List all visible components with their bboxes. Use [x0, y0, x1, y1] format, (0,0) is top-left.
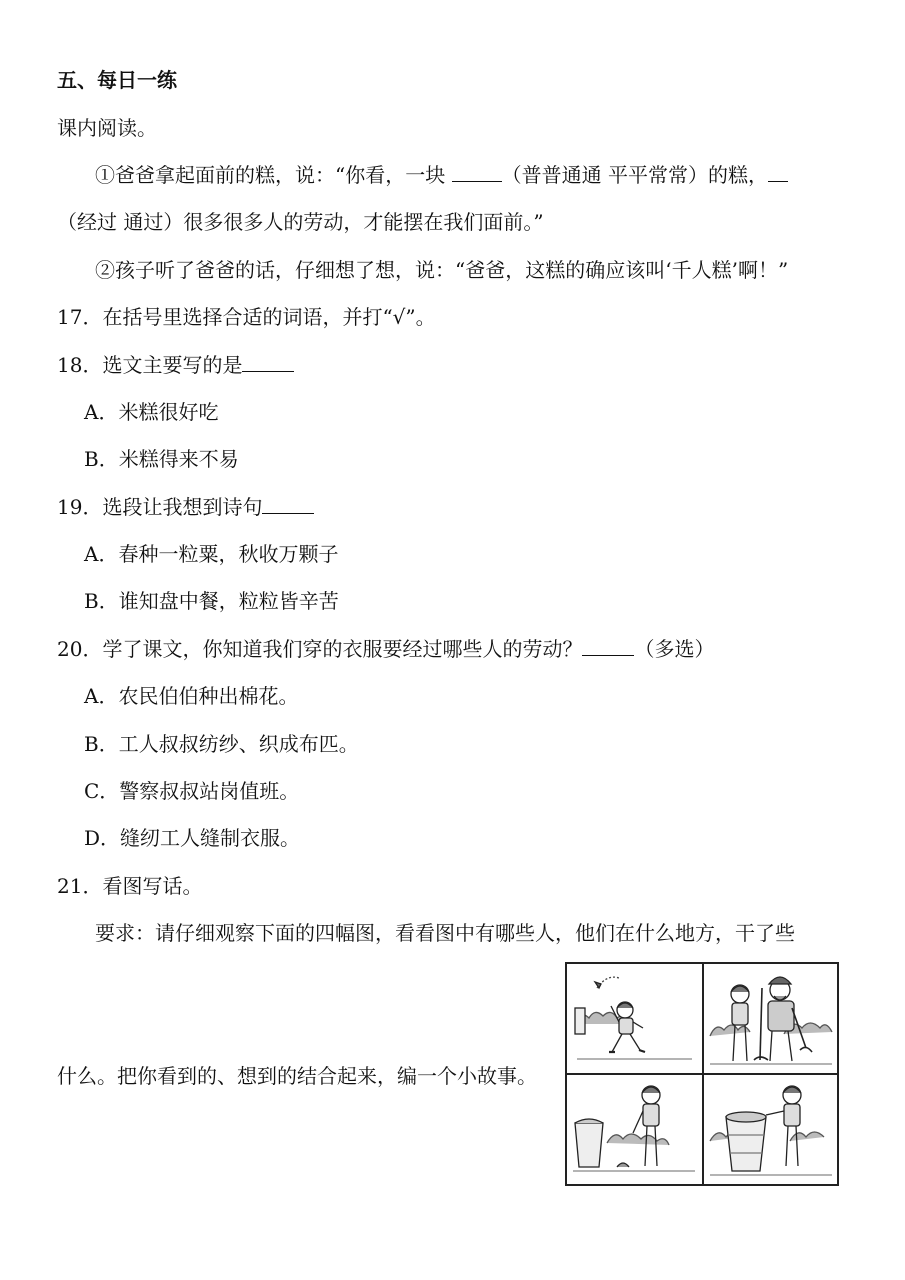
question-text: 19．选段让我想到诗句 [57, 495, 263, 519]
question-20 [57, 635, 714, 663]
question-21-requirement: 要求：请仔细观察下面的四幅图，看看图中有哪些人，他们在什么地方，干了些 [95, 921, 795, 945]
passage-paragraph-1-cont: （经过 通过）很多很多人的劳动，才能摆在我们面前。” [57, 210, 544, 234]
passage-text: （普普通通 平平常常）的糕， [501, 163, 768, 187]
question-text: 20．学了课文，你知道我们穿的衣服要经过哪些人的劳动？ [57, 637, 583, 661]
option-20-a[interactable]: A．农民伯伯种出棉花。 [84, 684, 299, 708]
reading-label: 课内阅读。 [57, 116, 157, 140]
picture-panel-4 [704, 1075, 839, 1185]
question-19 [57, 493, 314, 521]
picture-panel-2 [704, 964, 839, 1074]
passage-paragraph-1 [95, 161, 788, 189]
passage-text: ①爸爸拿起面前的糕，说：“你看，一块 [95, 163, 452, 187]
question-21-requirement-cont: 什么。把你看到的、想到的结合起来，编一个小故事。 [57, 1064, 537, 1088]
answer-blank[interactable] [452, 161, 502, 182]
picture-panel-3 [567, 1075, 702, 1185]
picture-panel-1 [567, 964, 702, 1074]
answer-blank[interactable] [582, 635, 634, 656]
answer-blank[interactable] [768, 161, 788, 182]
option-19-a[interactable]: A．春种一粒粟，秋收万颗子 [84, 542, 339, 566]
passage-paragraph-2: ②孩子听了爸爸的话，仔细想了想，说：“爸爸，这糕的确应该叫‘千人糕’啊！” [95, 258, 789, 282]
question-suffix: （多选） [634, 637, 715, 661]
option-18-a[interactable]: A．米糕很好吃 [84, 400, 219, 424]
answer-blank[interactable] [262, 493, 314, 514]
section-title: 五、每日一练 [57, 68, 177, 92]
option-20-c[interactable]: C．警察叔叔站岗值班。 [84, 779, 300, 803]
question-text: 18．选文主要写的是 [57, 353, 243, 377]
option-19-b[interactable]: B．谁知盘中餐，粒粒皆辛苦 [84, 589, 339, 613]
picture-grid [565, 962, 839, 1186]
answer-blank[interactable] [242, 351, 294, 372]
question-18 [57, 351, 294, 379]
option-20-d[interactable]: D．缝纫工人缝制衣服。 [84, 826, 301, 850]
option-20-b[interactable]: B．工人叔叔纺纱、织成布匹。 [84, 732, 359, 756]
question-17: 17．在括号里选择合适的词语，并打“√”。 [57, 305, 436, 329]
question-21: 21．看图写话。 [57, 874, 203, 898]
option-18-b[interactable]: B．米糕得来不易 [84, 447, 239, 471]
